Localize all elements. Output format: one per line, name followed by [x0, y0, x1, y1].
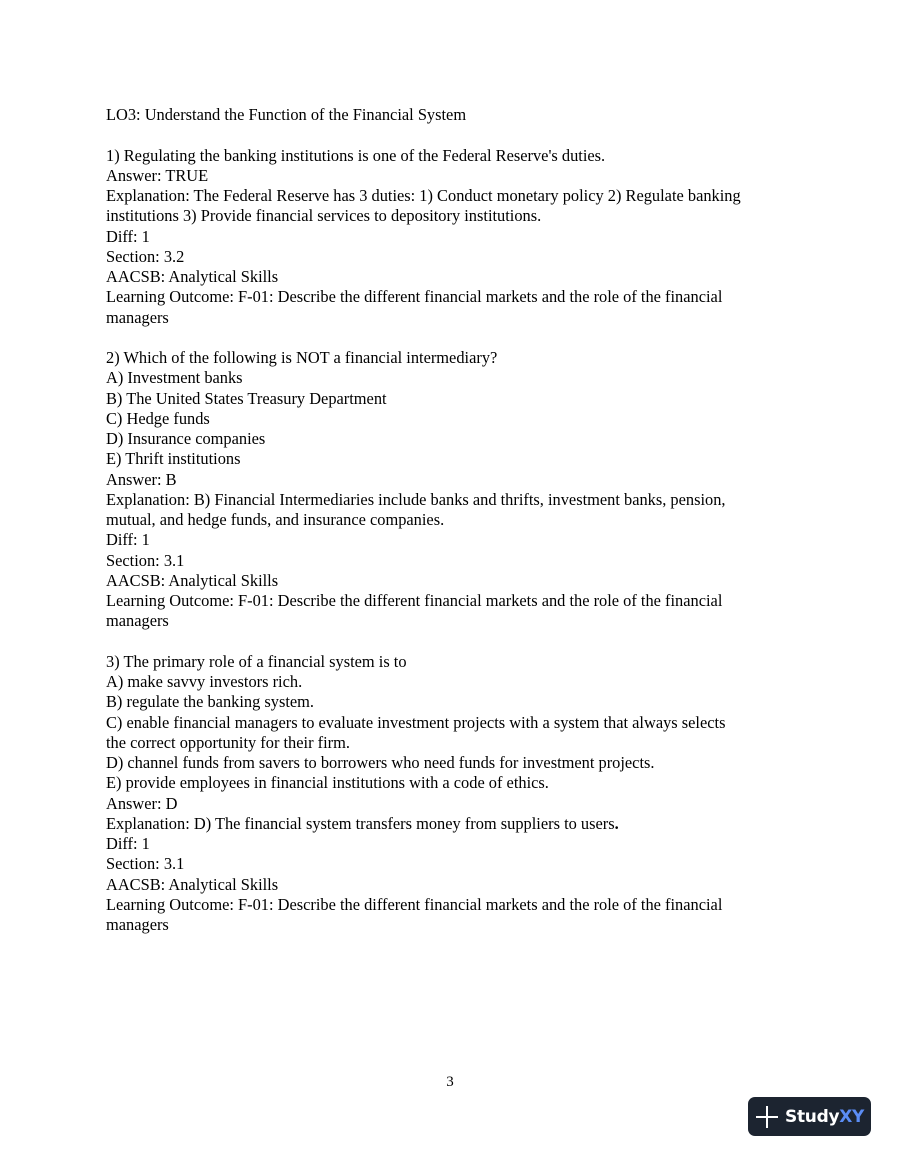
aacsb-line: AACSB: Analytical Skills	[106, 570, 279, 590]
learning-outcome-line: Learning Outcome: F-01: Describe the different financial markets and the role of the financial	[106, 591, 723, 610]
explanation-period: .	[614, 813, 619, 833]
option-line: B) regulate the banking system.	[106, 692, 315, 712]
question-text: 3) The primary role of a financial system is to	[106, 651, 407, 671]
section-heading: LO3: Understand the Function of the Financial System	[106, 105, 467, 124]
explanation-text: Explanation: D) The financial system transfers money from suppliers to users	[106, 813, 615, 833]
aacsb-line: AACSB: Analytical Skills	[106, 267, 279, 286]
option-line: E) provide employees in financial institutions with a code of ethics.	[106, 773, 549, 793]
explanation-line: Explanation: The Federal Reserve has 3 duties: 1) Conduct monetary policy 2) Regulate banking	[106, 186, 741, 205]
badge-label-study: Study	[785, 1106, 840, 1127]
badge-label	[785, 1107, 864, 1127]
aacsb-line: AACSB: Analytical Skills	[106, 874, 279, 894]
answer-line: Answer: B	[106, 469, 177, 489]
document-body	[106, 105, 806, 935]
learning-outcome-line: managers	[106, 307, 169, 327]
section-line: Section: 3.1	[106, 550, 185, 570]
option-line: B) The United States Treasury Department	[106, 388, 387, 408]
diff-line: Diff: 1	[106, 834, 150, 853]
section-line: Section: 3.2	[106, 246, 185, 266]
diff-line: Diff: 1	[106, 530, 150, 550]
learning-outcome-line: Learning Outcome: F-01: Describe the different financial markets and the role of the financial	[106, 894, 723, 914]
question-text: 2) Which of the following is NOT a financial intermediary?	[106, 348, 498, 367]
section-line: Section: 3.1	[106, 854, 185, 874]
option-line: C) Hedge funds	[106, 408, 210, 428]
question-block	[106, 652, 806, 936]
learning-outcome-line: managers	[106, 915, 169, 934]
learning-outcome-line: Learning Outcome: F-01: Describe the different financial markets and the role of the financial	[106, 287, 723, 307]
question-block	[106, 146, 806, 328]
option-line: A) make savvy investors rich.	[106, 672, 303, 691]
explanation-line	[106, 814, 806, 834]
option-line: A) Investment banks	[106, 368, 243, 388]
option-line: D) Insurance companies	[106, 429, 266, 448]
page-number: 3	[446, 1074, 454, 1090]
option-line: E) Thrift institutions	[106, 449, 241, 469]
question-block	[106, 348, 806, 632]
learning-outcome-line: managers	[106, 611, 169, 631]
badge-label-xy: XY	[839, 1106, 865, 1127]
explanation-line: mutual, and hedge funds, and insurance companies.	[106, 510, 445, 529]
answer-line: Answer: TRUE	[106, 165, 209, 185]
diff-line: Diff: 1	[106, 226, 150, 246]
option-line: D) channel funds from savers to borrowers who need funds for investment projects.	[106, 753, 655, 772]
question-text: 1) Regulating the banking institutions is one of the Federal Reserve's duties.	[106, 145, 606, 165]
option-line: the correct opportunity for their firm.	[106, 732, 350, 752]
studyxy-badge[interactable]	[748, 1097, 871, 1136]
plus-icon	[756, 1106, 778, 1128]
explanation-line: Explanation: B) Financial Intermediaries include banks and thrifts, investment banks, pension,	[106, 489, 726, 509]
explanation-line: institutions 3) Provide financial services to depository institutions.	[106, 206, 542, 226]
option-line: C) enable financial managers to evaluate investment projects with a system that always selects	[106, 712, 726, 732]
answer-line: Answer: D	[106, 793, 178, 813]
